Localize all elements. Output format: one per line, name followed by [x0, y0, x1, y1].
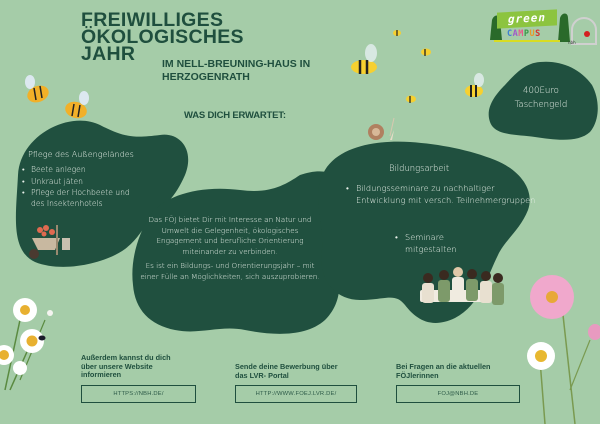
- bee-icon: [406, 96, 416, 104]
- care-list-continuation: des Insektenhotels: [31, 198, 103, 208]
- sub-item-line: Seminare: [405, 232, 444, 242]
- contact-email-link[interactable]: FOJ@NBH.DE: [396, 385, 520, 403]
- list-item: • Pflege der Hochbeete und: [22, 187, 130, 199]
- footer-website: [81, 354, 171, 380]
- title-line: FREIWILLIGES: [81, 9, 224, 31]
- daisy-flowers-illustration: [0, 298, 53, 390]
- logo-green-text: green: [497, 9, 557, 28]
- sub-item-line: mitgestalten: [405, 243, 457, 254]
- allowance-text: [504, 84, 578, 112]
- intro-paragraph: Es ist ein Bildungs- und Orientierungsjahr – mit einer Fülle an Möglichkeiten, sich auszuprobieren.: [140, 261, 320, 281]
- footer-apply: [235, 363, 338, 380]
- logo-letter: P: [523, 29, 530, 39]
- footer-label: Sende deine Bewerbung über: [235, 362, 338, 371]
- logo-campus-text: [507, 29, 541, 39]
- footer-label: informieren: [81, 370, 122, 379]
- intro-text: [140, 215, 320, 282]
- education-list: [346, 183, 536, 206]
- page-title: [81, 9, 244, 65]
- care-list: [22, 164, 130, 199]
- intro-paragraph: Das FÖJ bietet Dir mit Interesse an Natur und Umwelt die Gelegenheit, ökologisches Engagement und berufliche Orientierung miteinander zu verbinden.: [148, 215, 312, 256]
- subtitle-line: HERZOGENRATH: [162, 71, 250, 83]
- apply-portal-link[interactable]: HTTP://WWW.FOEJ.LVR.DE/: [235, 385, 357, 403]
- subtitle-line: IM NELL-BREUNING-HAUS IN: [162, 58, 311, 70]
- logo-letter: U: [529, 29, 536, 39]
- title-line: ÖKOLOGISCHES: [81, 26, 244, 48]
- education-sublist: [395, 232, 457, 255]
- allowance-label: Taschengeld: [514, 100, 568, 110]
- cosmos-flowers-illustration: [527, 275, 600, 424]
- list-item: [395, 232, 457, 255]
- bee-icon: [25, 75, 51, 105]
- snail-illustration: [368, 118, 394, 140]
- list-item: • Unkraut jäten: [22, 176, 130, 188]
- education-title: Bildungsarbeit: [389, 163, 450, 173]
- list-item: • Bildungsseminare zu nachhaltiger Entwicklung mit versch. Teilnehmergruppen: [346, 183, 536, 206]
- bee-icon: [465, 73, 484, 97]
- bee-icon: [63, 91, 89, 121]
- title-line: JAHR: [81, 43, 136, 65]
- footer-label: über unsere Website: [81, 361, 153, 371]
- footer-label: FÖJlerinnen: [396, 370, 439, 380]
- bee-icon: [393, 30, 401, 36]
- footer-label: Bei Fragen an die aktuellen: [396, 362, 491, 371]
- footer-label: das LVR- Portal: [235, 370, 289, 380]
- logo-letter: C: [507, 29, 513, 39]
- list-item: • Beete anlegen: [22, 164, 130, 176]
- logo-letter: M: [518, 29, 524, 39]
- section-heading: WAS DICH ERWARTET:: [184, 110, 286, 121]
- website-link[interactable]: HTTPS://NBH.DE/: [81, 385, 196, 403]
- footer-contact: [396, 363, 490, 380]
- bee-icon: [351, 44, 377, 74]
- footer-label: Außerdem kannst du dich: [81, 353, 171, 362]
- page-subtitle: [162, 58, 310, 84]
- care-title: Pflege des Außengeländes: [28, 150, 134, 159]
- logo-letter: S: [535, 29, 541, 39]
- logo-underline: [494, 40, 560, 42]
- logo-letter: A: [512, 29, 519, 39]
- allowance-amount: 400Euro: [523, 86, 559, 96]
- bee-icon: [421, 49, 431, 57]
- logo-org: nbh: [568, 40, 576, 45]
